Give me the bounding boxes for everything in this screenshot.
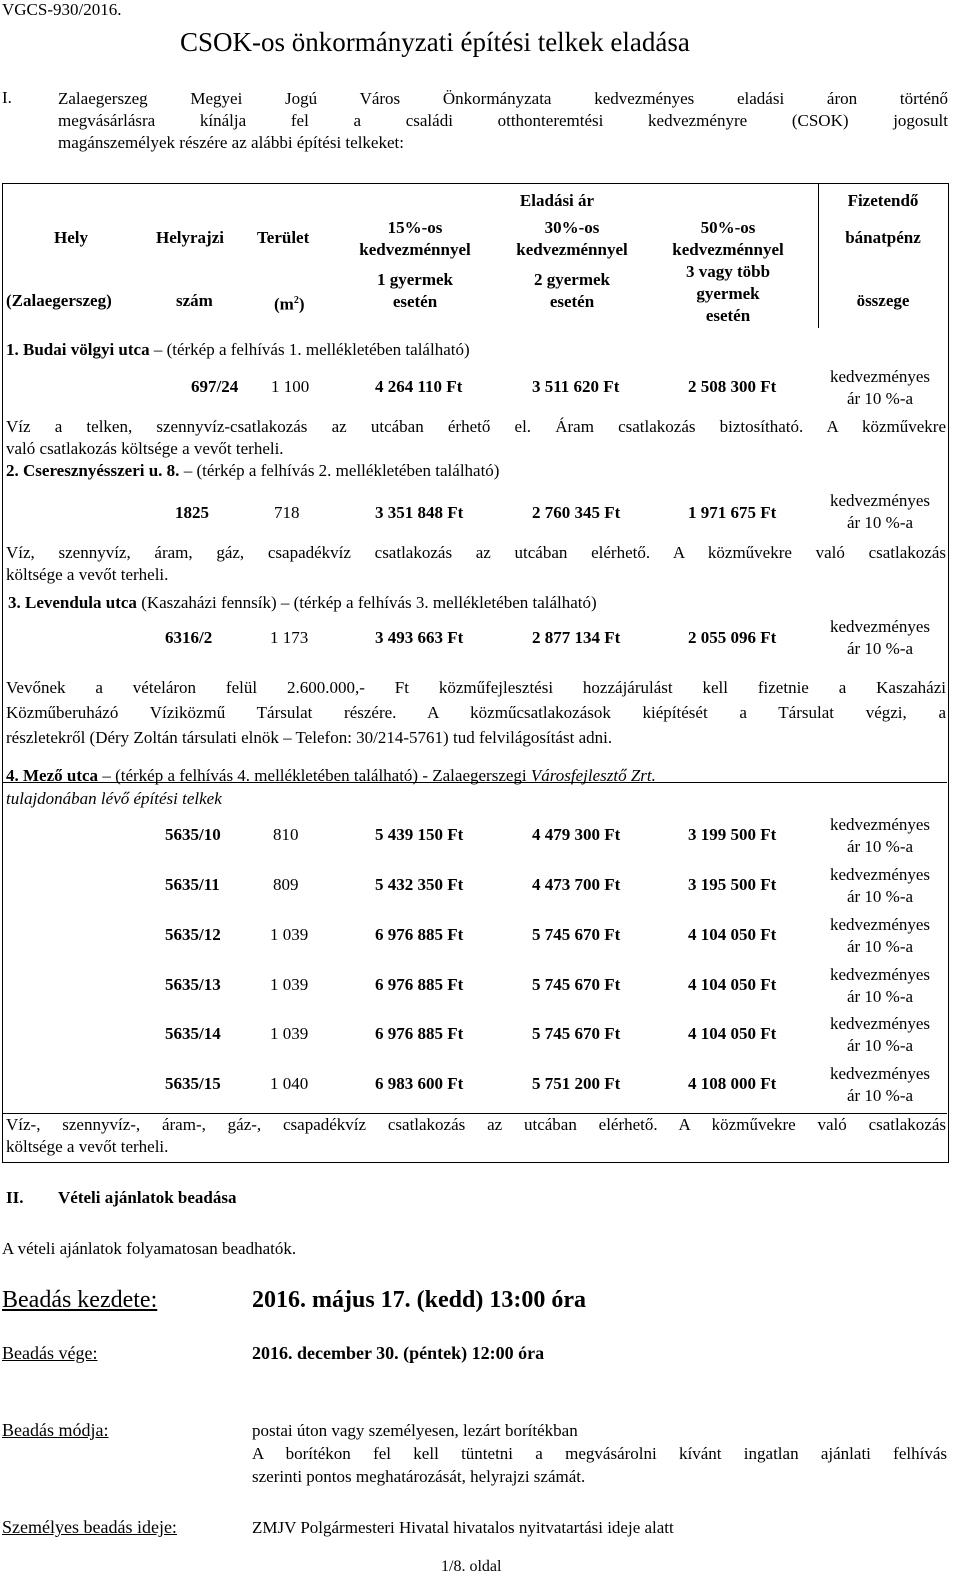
group2-heading: 2. Cseresznyésszeri u. 8. – (térkép a felhívás 2. mellékletében található): [6, 461, 500, 480]
page-title: CSOK-os önkormányzati építési telkek eladása: [180, 27, 690, 57]
deposit-cell: kedvezményes ár 10 %-a: [829, 1064, 931, 1105]
col-50: 50%-os kedvezménnyel 3 vagy több gyermek esetén: [672, 218, 784, 325]
start-value: 2016. május 17. (kedd) 13:00 óra: [252, 1287, 586, 1313]
group4-note-1: Víz-, szennyvíz-, áram-, gáz-, csapadékvíz csatlakozás az utcában elérhető. A közművekre való csatlakozás: [6, 1115, 946, 1134]
group3-note-3: részletekről (Déry Zoltán társulati elnök – Telefon: 30/214-5761) tud felvilágosítást adni.: [6, 728, 613, 747]
col-15: 15%-os kedvezménnyel 1 gyermek esetén: [359, 218, 471, 311]
col-hely-sub: (Zalaegerszeg): [6, 291, 112, 310]
mode-label: Beadás módja:: [2, 1420, 109, 1440]
deposit-cell: kedvezményes ár 10 %-a: [829, 915, 931, 956]
group3-heading: 3. Levendula utca (Kaszaházi fennsík) – (térkép a felhívás 3. mellékletében található): [8, 593, 597, 612]
group4-heading: 4. Mező utca – (térkép a felhívás 4. mellékletében található) - Zalaegerszegi Városfejlesztő Zrt.: [6, 766, 656, 785]
group4-note-2: költsége a vevőt terheli.: [6, 1137, 169, 1156]
end-value: 2016. december 30. (péntek) 12:00 óra: [252, 1343, 545, 1363]
group1-note-2: való csatlakozás költsége a vevőt terheli.: [6, 439, 284, 458]
deposit-cell: kedvezményes ár 10 %-a: [829, 865, 931, 906]
document-code: VGCS-930/2016.: [2, 0, 122, 19]
col-fizetendo: Fizetendő: [847, 191, 919, 210]
deposit-cell: kedvezményes ár 10 %-a: [829, 1014, 931, 1055]
section2-number: II.: [6, 1188, 24, 1207]
deposit-cell: kedvezményes ár 10 %-a: [829, 617, 931, 658]
mode-line-2: A borítékon fel kell tüntetni a megvásárolni kívánt ingatlan ajánlati felhívás: [252, 1444, 947, 1463]
intro-line-2: megvásárlásra kínálja fel a családi otthonteremtési kedvezményre (CSOK) jogosult: [58, 111, 948, 130]
mode-line-1: postai úton vagy személyesen, lezárt borítékban: [252, 1421, 578, 1440]
start-label: Beadás kezdete:: [2, 1287, 158, 1313]
col-terulet-unit: $(m^2)$: [274, 294, 305, 314]
section2-title: Vételi ajánlatok beadása: [58, 1188, 237, 1207]
col-terulet: Terület: [257, 228, 310, 247]
group2-note-1: Víz, szennyvíz, áram, gáz, csapadékvíz csatlakozás az utcában elérhető. A közművekre való csatlakozás: [6, 543, 946, 562]
group1-heading: 1. Budai völgyi utca – (térkép a felhívás 1. mellékletében található): [6, 340, 470, 359]
section2-text: A vételi ajánlatok folyamatosan beadhatók.: [2, 1239, 297, 1258]
group3-note-1: Vevőnek a vételáron felül 2.600.000,- Ft közműfejlesztési hozzájárulást kell fizetnie a Kaszaházi: [6, 678, 946, 697]
mode-line-3: szerinti pontos meghatározását, helyrajzi számát.: [252, 1467, 586, 1486]
col-helyrajzi: Helyrajzi: [156, 228, 224, 247]
col-eladasi-ar: Eladási ár: [519, 191, 595, 210]
col-banatpenz: bánatpénz: [845, 228, 921, 247]
personal-value: ZMJV Polgármesteri Hivatal hivatalos nyitvatartási ideje alatt: [252, 1518, 674, 1537]
plots-table: [2, 183, 949, 1163]
col-30: 30%-os kedvezménnyel 2 gyermek esetén: [516, 218, 628, 311]
group1-note-1: Víz a telken, szennyvíz-csatlakozás az utcában érhető el. Áram csatlakozás biztosítható. A közművekre: [6, 417, 946, 436]
deposit-cell: kedvezményes ár 10 %-a: [829, 815, 931, 856]
group2-note-2: költsége a vevőt terheli.: [6, 565, 169, 584]
group3-note-2: Közműberuházó Víziközmű Társulat részére. A közműcsatlakozások kiépítését a Társulat végzi, a: [6, 703, 946, 722]
group4-heading-line2: tulajdonában lévő építési telkek: [6, 789, 222, 808]
intro-line-1: Zalaegerszeg Megyei Jogú Város Önkormányzata kedvezményes eladási áron történő: [58, 89, 948, 108]
col-osszege: összege: [856, 291, 910, 310]
deposit-cell: kedvezményes ár 10 %-a: [829, 965, 931, 1006]
page-number: 1/8. oldal: [441, 1558, 502, 1575]
col-hely: Hely: [54, 228, 88, 247]
section1-number: I.: [2, 88, 12, 107]
personal-label: Személyes beadás ideje:: [2, 1517, 177, 1537]
col-helyrajzi-sub: szám: [176, 291, 213, 310]
deposit-cell: kedvezményes ár 10 %-a: [829, 367, 931, 408]
deposit-cell: kedvezményes ár 10 %-a: [829, 491, 931, 532]
intro-line-3: magánszemélyek részére az alábbi építési telkeket:: [58, 133, 404, 152]
end-label: Beadás vége:: [2, 1343, 98, 1363]
